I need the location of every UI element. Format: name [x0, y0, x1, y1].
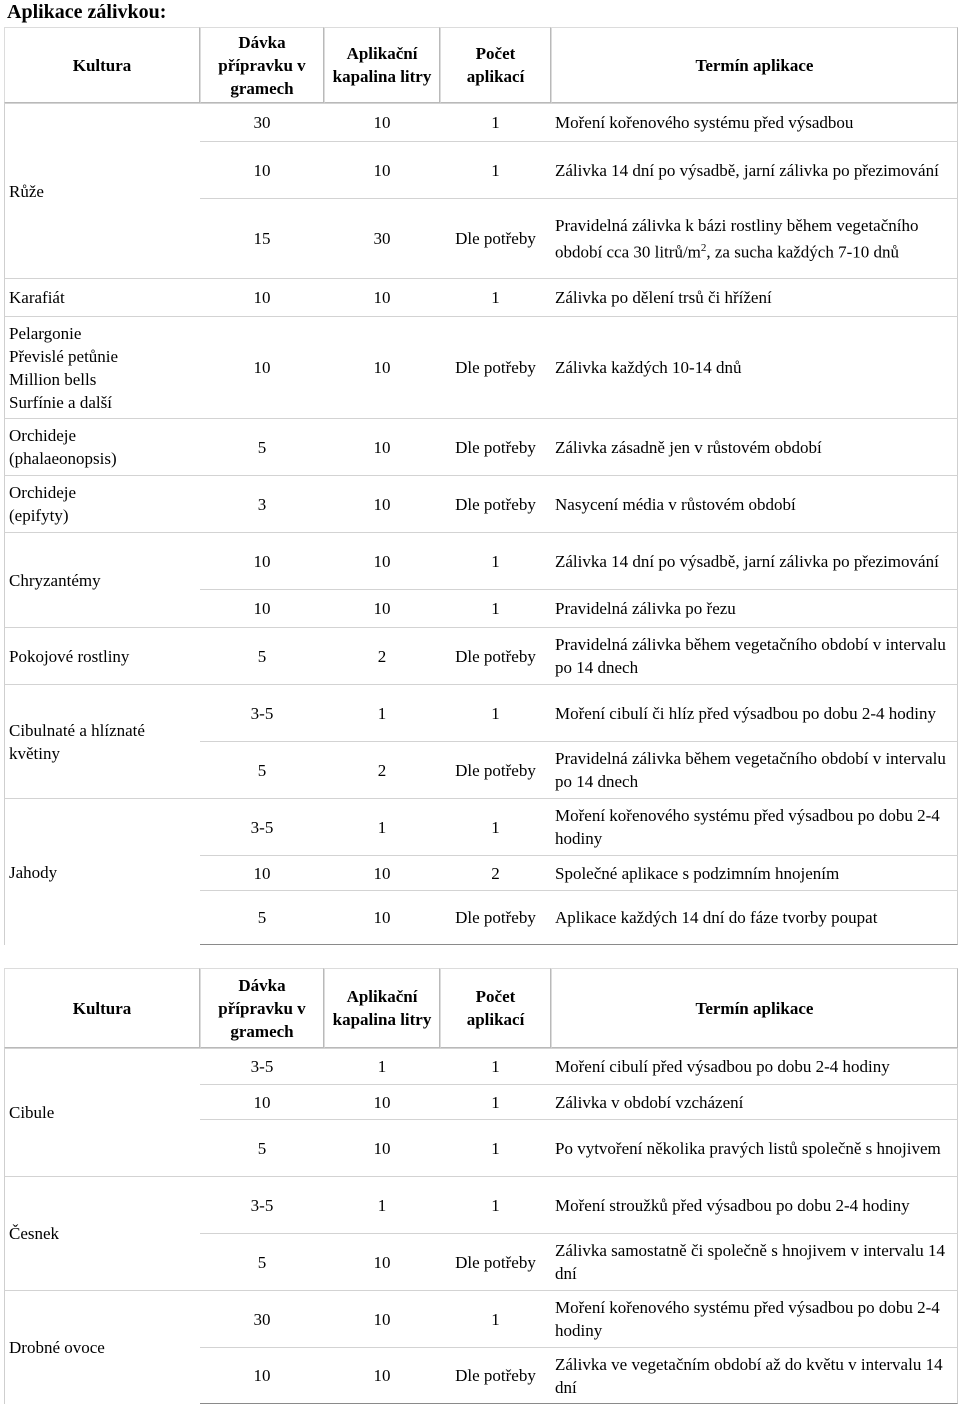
table-row	[4, 278, 958, 316]
liquid-cell: 10	[324, 1290, 440, 1347]
dose-cell: 30	[200, 1290, 324, 1347]
count-cell: 2	[440, 855, 551, 890]
count-cell: 1	[440, 1176, 551, 1233]
dose-cell: 3-5	[200, 684, 324, 741]
header-pocet: Počet aplikací	[440, 968, 551, 1048]
dose-cell: 10	[200, 141, 324, 198]
table-row	[4, 798, 958, 855]
term-text: Pravidelná zálivka k bázi rostliny během vegetačního období cca 30 litrů/m	[555, 215, 919, 262]
header-kultura: Kultura	[4, 27, 200, 103]
count-cell: Dle potřeby	[440, 1233, 551, 1290]
table-header	[4, 27, 958, 103]
table-row	[4, 684, 958, 741]
dose-cell: 10	[200, 1347, 324, 1404]
liquid-cell: 10	[324, 589, 440, 627]
count-cell: Dle potřeby	[440, 627, 551, 684]
header-kapalina: Aplikační kapalina litry	[324, 968, 440, 1048]
count-cell: 1	[440, 684, 551, 741]
count-cell: Dle potřeby	[440, 316, 551, 418]
liquid-cell: 10	[324, 316, 440, 418]
liquid-cell: 10	[324, 278, 440, 316]
header-davka: Dávka přípravku v gramech	[200, 968, 324, 1048]
liquid-cell: 10	[324, 1347, 440, 1404]
dose-cell: 10	[200, 855, 324, 890]
dose-cell: 5	[200, 627, 324, 684]
dose-cell: 5	[200, 1233, 324, 1290]
count-cell: Dle potřeby	[440, 198, 551, 278]
crop-name: Orchideje (epifyty)	[4, 475, 200, 532]
term-cell: Pravidelná zálivka během vegetačního období v intervalu po 14 dnech	[551, 627, 958, 684]
count-cell: Dle potřeby	[440, 890, 551, 945]
liquid-cell: 1	[324, 798, 440, 855]
liquid-cell: 10	[324, 890, 440, 945]
dose-cell: 5	[200, 1119, 324, 1176]
dose-cell: 15	[200, 198, 324, 278]
table-row	[4, 475, 958, 532]
term-cell: Moření kořenového systému před výsadbou po dobu 2-4 hodiny	[551, 798, 958, 855]
count-cell: 1	[440, 278, 551, 316]
term-cell: Zálivka zásadně jen v růstovém období	[551, 418, 958, 475]
count-cell: 1	[440, 1290, 551, 1347]
count-cell: 1	[440, 532, 551, 589]
crop-name: Česnek	[4, 1176, 200, 1290]
term-cell: Moření cibulí před výsadbou po dobu 2-4 hodiny	[551, 1048, 958, 1084]
table-row	[4, 316, 958, 418]
crop-name: Jahody	[4, 798, 200, 945]
liquid-cell: 10	[324, 475, 440, 532]
crop-name: Pokojové rostliny	[4, 627, 200, 684]
count-cell: 1	[440, 589, 551, 627]
dose-cell: 10	[200, 532, 324, 589]
liquid-cell: 10	[324, 141, 440, 198]
term-cell: Po vytvoření několika pravých listů společně s hnojivem	[551, 1119, 958, 1176]
crop-name: Orchideje (phalaeonopsis)	[4, 418, 200, 475]
dose-cell: 5	[200, 890, 324, 945]
liquid-cell: 10	[324, 855, 440, 890]
term-cell: Zálivka 14 dní po výsadbě, jarní zálivka po přezimování	[551, 141, 958, 198]
application-table-1	[4, 27, 958, 945]
liquid-cell: 1	[324, 1048, 440, 1084]
dose-cell: 10	[200, 1084, 324, 1119]
liquid-cell: 1	[324, 684, 440, 741]
superscript: 2	[700, 241, 707, 254]
term-cell: Moření cibulí či hlíz před výsadbou po dobu 2-4 hodiny	[551, 684, 958, 741]
count-cell: 1	[440, 1119, 551, 1176]
count-cell: 1	[440, 798, 551, 855]
dose-cell: 3-5	[200, 1176, 324, 1233]
liquid-cell: 10	[324, 103, 440, 141]
header-kultura: Kultura	[4, 968, 200, 1048]
term-cell: Zálivka v období vzcházení	[551, 1084, 958, 1119]
term-cell: Zálivka po dělení trsů či hřížení	[551, 278, 958, 316]
table-row	[4, 1048, 958, 1084]
term-cell: Zálivka ve vegetačním období až do květu v intervalu 14 dní	[551, 1347, 958, 1404]
term-cell: Moření stroužků před výsadbou po dobu 2-4 hodiny	[551, 1176, 958, 1233]
count-cell: Dle potřeby	[440, 475, 551, 532]
dose-cell: 3-5	[200, 1048, 324, 1084]
crop-name: Drobné ovoce	[4, 1290, 200, 1404]
dose-cell: 5	[200, 741, 324, 798]
liquid-cell: 10	[324, 1119, 440, 1176]
header-termin: Termín aplikace	[551, 968, 958, 1048]
dose-cell: 5	[200, 418, 324, 475]
dose-cell: 10	[200, 278, 324, 316]
table-row	[4, 103, 958, 141]
crop-name: Cibule	[4, 1048, 200, 1176]
term-cell: Zálivka 14 dní po výsadbě, jarní zálivka po přezimování	[551, 532, 958, 589]
term-text-continued: , za sucha každých 7-10 dnů	[706, 242, 899, 262]
crop-name: Chryzantémy	[4, 532, 200, 627]
liquid-cell: 10	[324, 532, 440, 589]
count-cell: 1	[440, 1084, 551, 1119]
dose-cell: 3	[200, 475, 324, 532]
count-cell: Dle potřeby	[440, 1347, 551, 1404]
page-title: Aplikace zálivkou:	[7, 1, 167, 23]
term-cell	[551, 198, 958, 278]
term-cell: Zálivka samostatně či společně s hnojivem v intervalu 14 dní	[551, 1233, 958, 1290]
crop-name: Pelargonie Převislé petůnie Million bells Surfínie a další	[4, 316, 200, 418]
term-cell: Aplikace každých 14 dní do fáze tvorby poupat	[551, 890, 958, 945]
application-table-2	[4, 968, 958, 1404]
table-row	[4, 1176, 958, 1233]
count-cell: 1	[440, 1048, 551, 1084]
table-row	[4, 418, 958, 475]
liquid-cell: 1	[324, 1176, 440, 1233]
term-cell: Pravidelná zálivka po řezu	[551, 589, 958, 627]
liquid-cell: 10	[324, 418, 440, 475]
liquid-cell: 30	[324, 198, 440, 278]
table-row	[4, 627, 958, 684]
term-cell: Moření kořenového systému před výsadbou po dobu 2-4 hodiny	[551, 1290, 958, 1347]
count-cell: 1	[440, 103, 551, 141]
term-cell: Společné aplikace s podzimním hnojením	[551, 855, 958, 890]
crop-name: Růže	[4, 103, 200, 278]
count-cell: Dle potřeby	[440, 418, 551, 475]
count-cell: Dle potřeby	[440, 741, 551, 798]
header-kapalina: Aplikační kapalina litry	[324, 27, 440, 103]
term-cell: Nasycení média v růstovém období	[551, 475, 958, 532]
table-row	[4, 532, 958, 589]
crop-name: Cibulnaté a hlíznaté květiny	[4, 684, 200, 798]
term-cell: Pravidelná zálivka během vegetačního období v intervalu po 14 dnech	[551, 741, 958, 798]
dose-cell: 30	[200, 103, 324, 141]
dose-cell: 10	[200, 316, 324, 418]
dose-cell: 3-5	[200, 798, 324, 855]
term-cell: Zálivka každých 10-14 dnů	[551, 316, 958, 418]
header-pocet: Počet aplikací	[440, 27, 551, 103]
count-cell: 1	[440, 141, 551, 198]
header-termin: Termín aplikace	[551, 27, 958, 103]
liquid-cell: 2	[324, 741, 440, 798]
dose-cell: 10	[200, 589, 324, 627]
crop-name: Karafiát	[4, 278, 200, 316]
term-cell: Moření kořenového systému před výsadbou	[551, 103, 958, 141]
liquid-cell: 10	[324, 1084, 440, 1119]
table-row	[4, 1290, 958, 1347]
liquid-cell: 10	[324, 1233, 440, 1290]
liquid-cell: 2	[324, 627, 440, 684]
table-header	[4, 968, 958, 1048]
header-davka: Dávka přípravku v gramech	[200, 27, 324, 103]
